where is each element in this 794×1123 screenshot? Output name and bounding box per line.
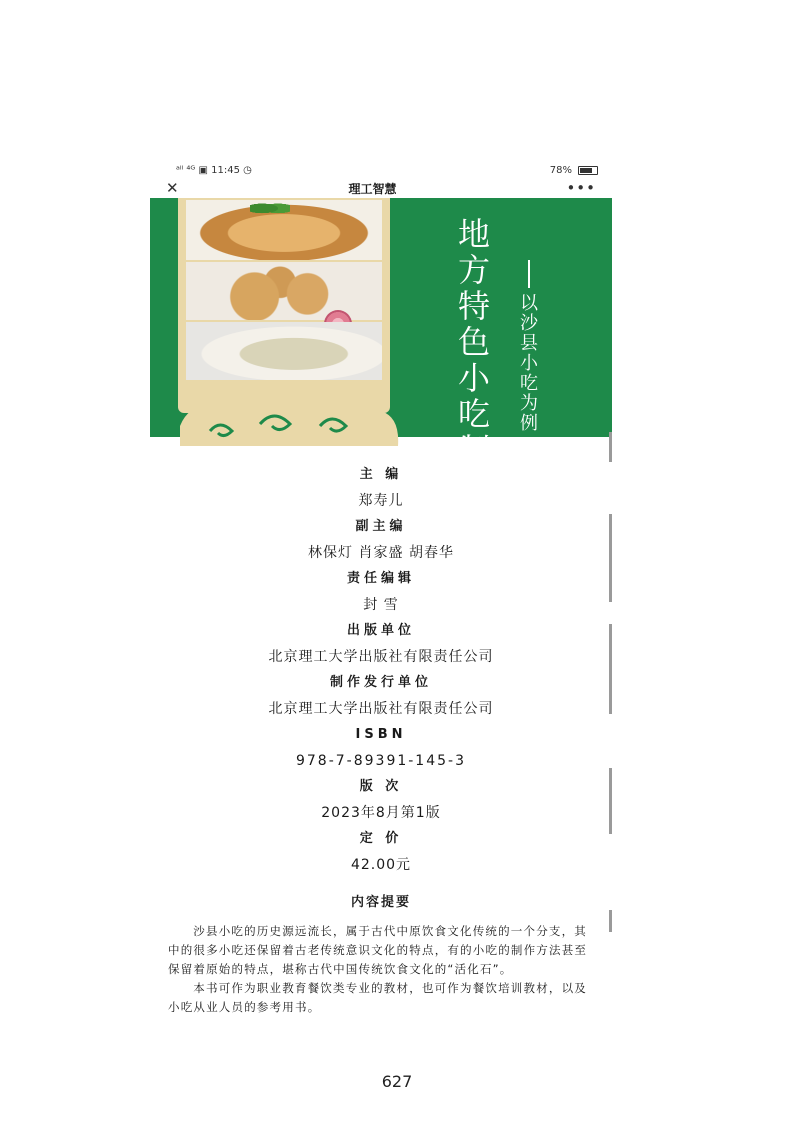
food-photo-3 [186,322,382,380]
credit-label: 责任编辑 [346,571,415,586]
credit-value: 封 雪 [363,597,399,613]
food-photo-2 [186,262,382,320]
credit-value: 北京理工大学出版社有限责任公司 [268,701,494,717]
more-icon[interactable]: ••• [566,179,596,197]
status-bar [150,162,612,178]
credit-value: 42.00元 [350,857,412,873]
summary-text [150,922,612,1017]
cover-title: 地方特色小吃制作 [457,215,490,505]
summary-paragraph: 沙县小吃的历史源远流长，属于古代中原饮食文化传统的一个分支，其中的很多小吃还保留着古老传统意识文化的特点，有的小吃的制作方法甚至保留着原始的特点，堪称古代中国传统饮食文化的“活化石”。 [168,924,588,976]
credit-value: 2023年8月第1版 [321,805,441,821]
summary-paragraph: 本书可作为职业教育餐饮类专业的教材，也可作为餐饮培训教材，以及小吃从业人员的参考用书。 [168,981,587,1014]
credit-label: 制作发行单位 [329,675,432,690]
scroll-indicator[interactable] [609,910,612,932]
battery-percent: 78% [549,164,572,176]
summary-title: 内容提要 [350,895,411,910]
battery-icon [578,166,598,175]
credits [150,465,612,875]
close-icon[interactable]: ✕ [166,179,179,197]
credit-label: 版 次 [359,779,403,794]
page-number: 627 [381,1072,413,1091]
garnish-icon [250,200,290,214]
nav-bar [150,178,612,198]
nav-title: 理工智慧 [348,181,397,196]
scroll-indicator[interactable] [609,768,612,834]
scroll-indicator[interactable] [609,514,612,602]
cloud-ornament-icon [180,376,400,446]
credit-label: 副主编 [355,519,407,534]
subtitle-dash [528,260,530,288]
credit-label: 出版单位 [346,623,415,638]
credit-label: 定 价 [359,831,403,846]
credit-label: 主 编 [359,467,403,482]
credit-label: ISBN [355,727,407,742]
credit-value: 林保灯 肖家盛 胡春华 [308,545,454,561]
scroll-indicator[interactable] [609,432,612,462]
cover-subtitle: 以沙县小吃为例 [520,293,538,434]
status-left: ᵃˡˡ ⁴ᴳ ▣ 11:45 ◷ [176,164,252,176]
credit-value: 郑寿儿 [358,493,404,509]
credit-value: 978-7-89391-145-3 [295,753,466,769]
credit-value: 北京理工大学出版社有限责任公司 [268,649,494,665]
phone-screenshot [150,162,612,1062]
scroll-indicator[interactable] [609,624,612,714]
